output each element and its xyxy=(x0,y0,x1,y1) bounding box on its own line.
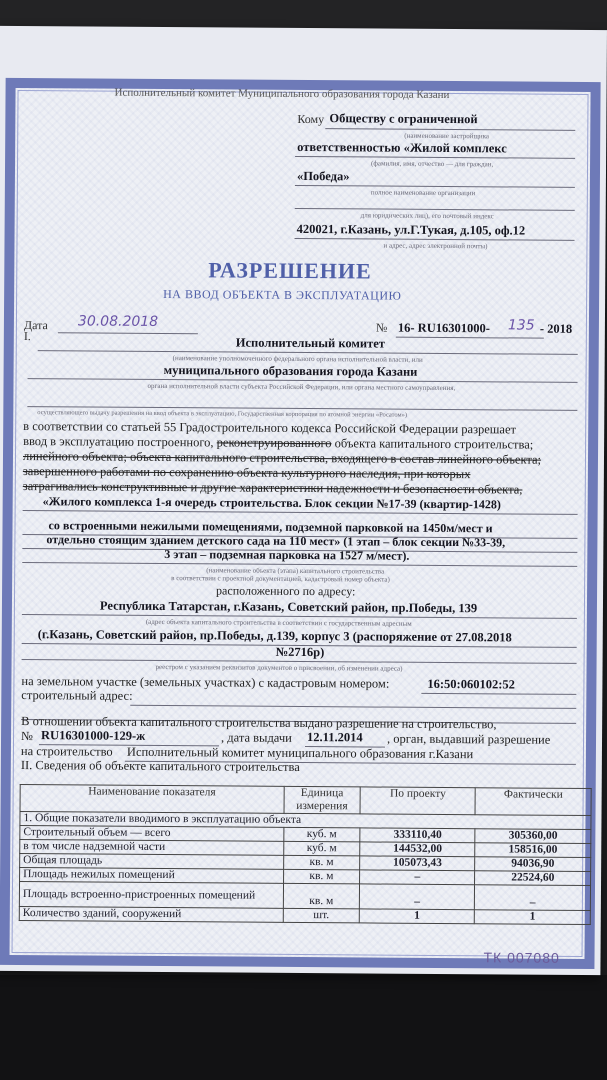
permit-date-label: , дата выдачи xyxy=(220,730,292,745)
row-project: 1 xyxy=(359,909,474,924)
construction-permit-number: RU16301000-129-ж xyxy=(41,728,146,743)
section-ii-heading: II. Сведения об объекте капитального строительства xyxy=(20,758,300,774)
column-header-name: Наименование показателя xyxy=(20,785,284,814)
row-actual: 1 xyxy=(475,910,591,925)
permit-number-year: - 2018 xyxy=(539,321,573,336)
row-unit: куб. м xyxy=(283,841,360,856)
cadastral-number: 16:50:060102:52 xyxy=(427,676,515,692)
body-paragraph-4: завершенного работами по сохранению объекта культурного наследия, при которых xyxy=(22,464,471,482)
row-project: – xyxy=(359,884,474,910)
row-name: Площадь нежилых помещений xyxy=(20,868,284,884)
row-unit: кв. м xyxy=(283,855,360,870)
row-actual: 158516,00 xyxy=(475,843,591,858)
land-label: на земельном участке (земельных участках) с кадастровым номером: xyxy=(21,674,390,691)
row-project: 105073,43 xyxy=(360,856,475,871)
row-name: Количество зданий, сооружений xyxy=(19,907,283,923)
permit-no-label: № xyxy=(21,729,34,744)
row-unit: куб. м xyxy=(283,827,360,842)
recipient-hint-3: полное наименование организации xyxy=(370,188,476,198)
document-subtitle: НА ВВОД ОБЪЕКТА В ЭКСПЛУАТАЦИЮ xyxy=(163,287,402,303)
row-name: Площадь встроенно-пристроенных помещений xyxy=(19,882,283,909)
row-unit: кв. м xyxy=(283,883,360,909)
permit-number-prefix: 16- RU16301000- xyxy=(397,320,490,336)
permit-org-label: на строительство xyxy=(20,744,113,759)
form-serial-number: ТК 007080 xyxy=(483,949,560,966)
permit-document xyxy=(0,26,607,975)
located-label: расположенного по адресу: xyxy=(216,583,356,599)
column-header-actual: Фактически xyxy=(475,788,591,816)
row-unit: шт. xyxy=(283,908,360,923)
address-hint-2: и адрес, адрес электронной почты) xyxy=(383,241,488,251)
object-line-2: со встроенными нежилыми помещениями, подземной парковкой на 1450м/мест и xyxy=(48,518,493,536)
object-address-2b: №2716р) xyxy=(275,644,325,660)
row-actual: 94036,90 xyxy=(475,857,591,872)
section-row-label: 1. Общие показатели вводимого в эксплуатацию объекта xyxy=(20,812,591,830)
object-hint-2: в соответствии с проектной документацией, кадастровый номер объекта) xyxy=(171,574,390,584)
object-address-2a: (г.Казань, Советский район, пр.Победы, д.139, корпус 3 (распоряжение от 27.08.2018 xyxy=(37,627,512,645)
row-unit: кв. м xyxy=(283,869,360,884)
document-title: РАЗРЕШЕНИЕ xyxy=(208,257,372,284)
object-address: Республика Татарстан, г.Казань, Советский район, пр.Победы, 139 xyxy=(99,598,478,616)
object-address-hint-2: реестром с указанием реквизитов документов о присвоении, об изменении адреса) xyxy=(155,662,403,673)
row-actual: 305360,00 xyxy=(475,829,591,844)
recipient-hint-1: (наименование застройщика xyxy=(404,131,490,141)
table-header-row xyxy=(20,785,591,816)
authority-line-2: муниципального образования города Казани xyxy=(163,363,418,379)
object-line-4: 3 этап – подземная парковка на 1527 м/мест). xyxy=(164,547,410,563)
row-project: – xyxy=(360,870,475,885)
authority-hint-3: осуществляющего выдачу разрешения на ввод объекта в эксплуатацию, Государственная корпорация по атомной энергии «Росатом») xyxy=(37,409,408,419)
object-line-3: отдельно стоящим зданием детского сада на 110 мест» (1 этап – блок секции №33-39, xyxy=(46,532,506,550)
object-address-hint: (адрес объекта капитального строительства в соответствии с государственным адресным xyxy=(145,617,412,628)
object-hint-1: (наименование объекта (этапа) капитального строительства xyxy=(206,566,385,576)
date-label: Дата xyxy=(23,318,48,333)
body-paragraph-2: ввод в эксплуатацию построенного, реконструированного объекта капитального строительства; xyxy=(23,434,534,452)
address-hint: для юридических лиц), его почтовый индекс xyxy=(360,211,494,221)
recipient-address: 420021, г.Казань, ул.Г.Тукая, д.105, оф.12 xyxy=(296,221,526,238)
authority-hint-1: (наименование уполномоченного федерального органа исполнительной власти, или xyxy=(172,354,423,364)
recipient-line-2: ответственностью «Жилой комплекс xyxy=(297,139,507,156)
recipient-line-1: Обществу с ограниченной xyxy=(329,111,478,127)
row-project: 144532,00 xyxy=(360,842,475,857)
permit-issuer-label: , орган, выдавший разрешение xyxy=(386,731,551,747)
issuer-header: Исполнительный комитет Муниципального образования города Казани xyxy=(114,86,450,102)
recipient-line-3: «Победа» xyxy=(296,168,350,184)
row-actual: 22524,60 xyxy=(475,871,591,886)
body-paragraph-1: в соответствии со статьей 55 Градостроительного кодекса Российской Федерации разрешает xyxy=(23,419,517,437)
permit-line: В отношении объекта капитального строительства выдано разрешение на строительство, xyxy=(21,714,497,732)
object-line-1: «Жилого комплекса 1-я очередь строительства. Блок секции №17-39 (квартир-1428) xyxy=(42,494,501,512)
construction-permit-date: 12.11.2014 xyxy=(307,730,363,745)
recipient-hint-2: (фамилия, имя, отчество — для граждан, xyxy=(371,159,494,169)
row-name: Строительный объем — всего xyxy=(20,826,284,842)
background-desk-bottom xyxy=(0,975,607,1080)
authority-line-1: Исполнительный комитет xyxy=(235,335,386,351)
column-header-project: По проекту xyxy=(360,787,475,815)
permit-org: Исполнительный комитет муниципального образования г.Казани xyxy=(126,744,474,762)
permit-number-handwritten: 135 xyxy=(507,317,535,334)
to-label: Кому xyxy=(297,111,325,127)
body-paragraph-5: затрагивались конструктивные и другие характеристики надежности и безопасности объекта, xyxy=(22,479,523,497)
column-header-unit: Единица измерения xyxy=(284,786,361,814)
section-i-label: I. xyxy=(23,329,31,344)
build-address-label: строительный адрес: xyxy=(21,688,133,703)
row-name: в том числе надземной части xyxy=(20,840,284,856)
row-name: Общая площадь xyxy=(20,854,284,870)
body-paragraph-3: линейного объекта; объекта капитального строительства, входящего в состав линейного объекта; xyxy=(22,449,542,467)
row-project: 333110,40 xyxy=(360,828,475,843)
row-actual: – xyxy=(475,885,591,911)
authority-hint-2: органа исполнительной власти субъекта Российской Федерации, или органа местного самоуправления, xyxy=(147,381,456,393)
date-value: 30.08.2018 xyxy=(77,313,159,330)
object-indicators-table xyxy=(19,784,592,925)
number-label: № xyxy=(375,320,388,335)
